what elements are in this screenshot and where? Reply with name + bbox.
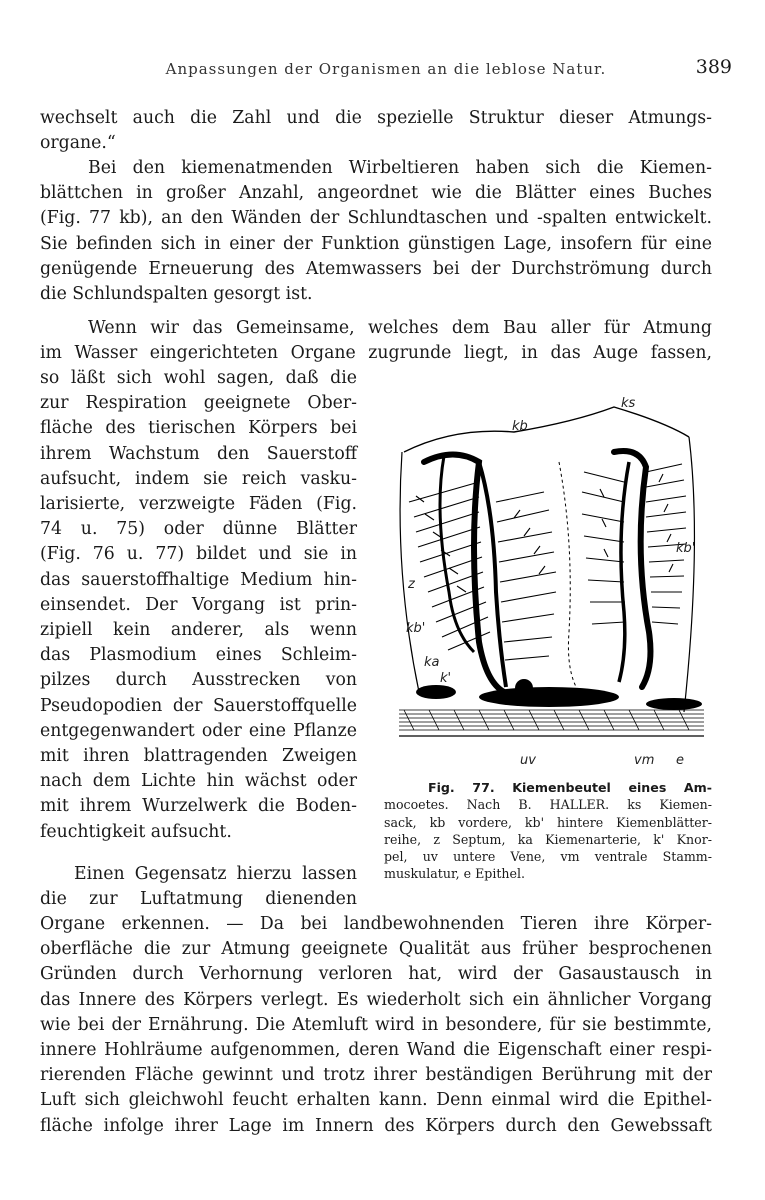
caption-line: reihe, z Septum, ka Kiemenarterie, k' Knor-: [384, 831, 712, 847]
text-line: organe.“: [40, 133, 116, 154]
caption-line: pel, uv untere Vene, vm ventrale Stamm-: [384, 849, 712, 865]
text-line: larisierte, verzweigte Fäden (Fig.: [40, 494, 357, 515]
label-e: e: [676, 753, 684, 768]
text-line: zipiell kein anderer, als wenn: [40, 620, 357, 641]
text-line: fläche infolge ihrer Lage im Innern des Körpers durch den Gewebssaft: [40, 1115, 712, 1136]
figure-77: [384, 392, 712, 772]
text-line: wie bei der Ernährung. Die Atemluft wird in besondere, für sie bestimmte,: [40, 1014, 712, 1035]
text-line: ihrem Wachstum den Sauerstoff: [40, 443, 357, 464]
page-header: [40, 58, 732, 84]
paragraph-4-narrow: [40, 862, 357, 912]
paragraph-1: [40, 106, 712, 156]
text-line: aufsucht, indem sie reich vasku-: [40, 468, 357, 489]
label-vm: vm: [634, 753, 655, 768]
text-line: Gründen durch Verhornung verloren hat, wird der Gasaustausch in: [40, 964, 712, 985]
caption-title: Fig. 77. Kiemenbeutel eines Am-: [428, 780, 712, 795]
figure-caption: [384, 779, 712, 883]
page-number: 389: [695, 56, 732, 78]
label-ks: ks: [621, 396, 636, 411]
text-line: mit ihrem Wurzelwerk die Boden-: [40, 796, 357, 817]
text-line: genügende Erneuerung des Atemwassers bei der Durchströmung durch: [40, 258, 712, 279]
text-line: Einen Gegensatz hierzu lassen: [74, 864, 357, 884]
text-line: Sie befinden sich in einer der Funktion günstigen Lage, insofern für eine: [40, 233, 712, 254]
text-line: das sauerstoffhaltige Medium hin-: [40, 569, 357, 590]
paragraph-3-narrow: [40, 366, 357, 845]
text-line: Organe erkennen. — Da bei landbewohnenden Tieren ihre Körper-: [40, 914, 712, 934]
running-title: Anpassungen der Organismen an die leblose Natur.: [165, 60, 607, 78]
text-line: Pseudopodien der Sauerstoffquelle: [40, 695, 357, 716]
text-line: die Schlundspalten gesorgt ist.: [40, 284, 313, 305]
caption-line: sack, kb vordere, kb' hintere Kiemenblätter-: [384, 814, 712, 830]
paragraph-2: [40, 156, 712, 307]
label-k-prime: k': [440, 671, 452, 686]
text-line: wechselt auch die Zahl und die spezielle Struktur dieser Atmungs-: [40, 108, 712, 128]
text-line: einsendet. Der Vorgang ist prin-: [40, 594, 357, 615]
text-line: (Fig. 76 u. 77) bildet und sie in: [40, 544, 357, 565]
text-line: so läßt sich wohl sagen, daß die: [40, 368, 357, 388]
text-line: fläche des tierischen Körpers bei: [40, 418, 357, 439]
text-line: blättchen in großer Anzahl, angeordnet wie die Blätter eines Buches: [40, 183, 712, 204]
text-line: die zur Luftatmung dienenden: [40, 889, 357, 910]
text-line: feuchtigkeit aufsucht.: [40, 821, 232, 842]
text-line: Luft sich gleichwohl feucht erhalten kann. Denn einmal wird die Epithel-: [40, 1090, 712, 1111]
text-line: innere Hohlräume aufgenommen, deren Wand die Eigenschaft einer respi-: [40, 1040, 712, 1061]
text-line: 74 u. 75) oder dünne Blätter: [40, 519, 357, 540]
text-line: pilzes durch Ausstrecken von: [40, 670, 357, 691]
text-line: nach dem Lichte hin wächst oder: [40, 771, 357, 792]
text-line: das Innere des Körpers verlegt. Es wiederholt sich ein ähnlicher Vorgang: [40, 989, 712, 1010]
text-line: mit ihren blattragenden Zweigen: [40, 746, 357, 767]
text-line: im Wasser eingerichteten Organe zugrunde liegt, in das Auge fassen,: [40, 343, 712, 364]
paragraph-3-full: [40, 316, 712, 366]
label-ka: ka: [424, 655, 440, 670]
label-kb-prime-left: kb': [406, 621, 426, 636]
text-line: entgegenwandert oder eine Pflanze: [40, 720, 357, 741]
text-line: oberfläche die zur Atmung geeignete Qualität aus früher besprochenen: [40, 939, 712, 960]
label-z: z: [408, 577, 415, 592]
label-kb: kb: [512, 419, 528, 434]
label-kb-prime-right: kb': [676, 541, 696, 556]
text-line: das Plasmodium eines Schleim-: [40, 645, 357, 666]
paragraph-4-full: [40, 912, 712, 1139]
text-line: zur Respiration geeignete Ober-: [40, 393, 357, 414]
text-line: Bei den kiemenatmenden Wirbeltieren haben sich die Kiemen-: [88, 158, 712, 178]
caption-line: muskulatur, e Epithel.: [384, 866, 526, 882]
label-uv: uv: [520, 753, 536, 768]
caption-line: mocoetes. Nach B. HALLER. ks Kiemen-: [384, 797, 712, 813]
text-line: Wenn wir das Gemeinsame, welches dem Bau aller für Atmung: [88, 318, 712, 338]
text-line: (Fig. 77 kb), an den Wänden der Schlundtaschen und -spalten entwickelt.: [40, 208, 712, 229]
gill-pouch-illustration: [384, 392, 712, 772]
text-line: rierenden Fläche gewinnt und trotz ihrer beständigen Berührung mit der: [40, 1065, 712, 1086]
